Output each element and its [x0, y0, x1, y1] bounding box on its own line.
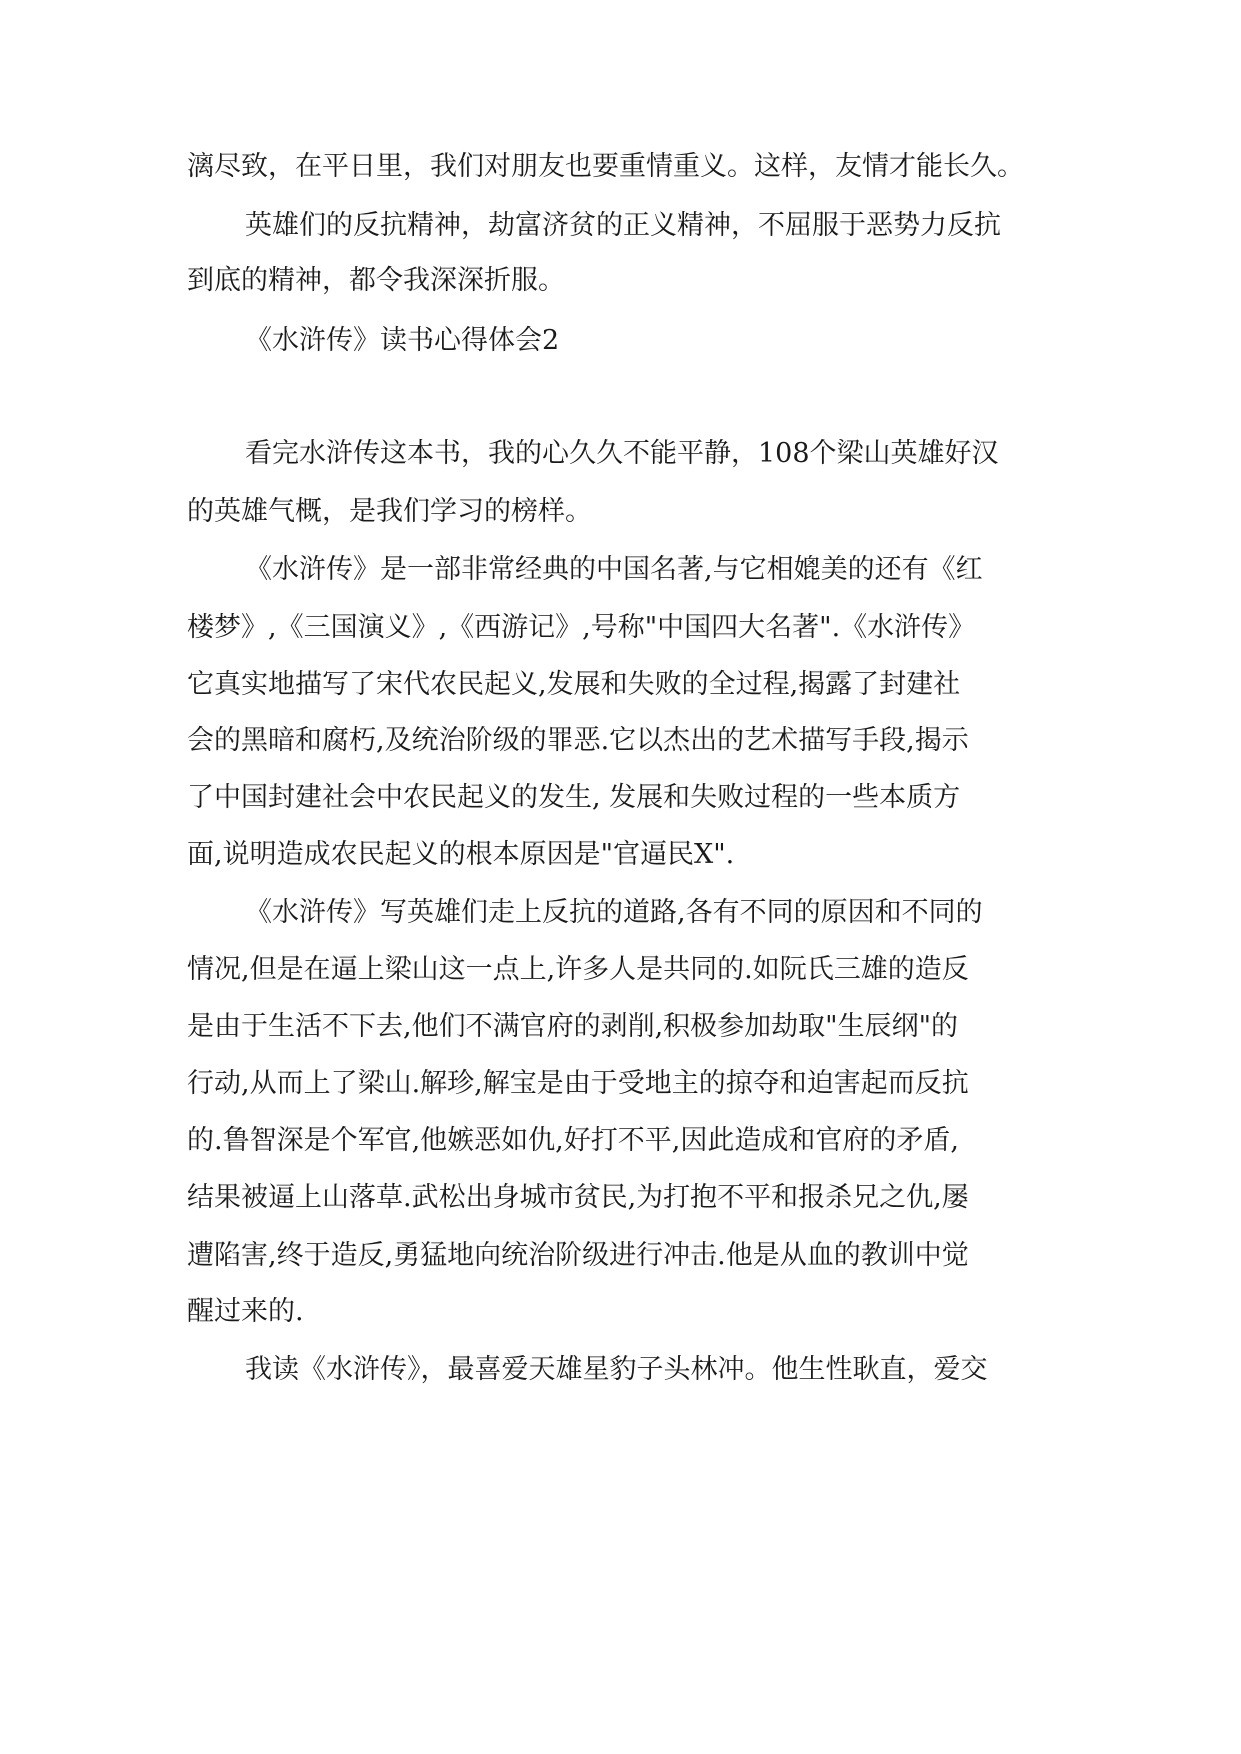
paragraph-first-line: 看完水浒传这本书，我的心久久不能平静，108个梁山英雄好汉 — [245, 438, 999, 469]
text-line: 的.鲁智深是个军官,他嫉恶如仇,好打不平,因此造成和官府的矛盾, — [187, 1125, 959, 1156]
paragraph-first-line: 我读《水浒传》，最喜爱天雄星豹子头林冲。他生性耿直，爱交 — [245, 1354, 988, 1385]
text-line: 面,说明造成农民起义的根本原因是"官逼民X". — [187, 839, 735, 870]
text-line: 到底的精神，都令我深深折服。 — [187, 265, 565, 296]
text-line: 的英雄气概，是我们学习的榜样。 — [187, 496, 592, 527]
text-line: 结果被逼上山落草.武松出身城市贫民,为打抱不平和报杀兄之仇,屡 — [187, 1182, 969, 1213]
section-heading: 《水浒传》读书心得体会2 — [245, 325, 560, 356]
text-line: 是由于生活不下去,他们不满官府的剥削,积极参加劫取"生辰纲"的 — [187, 1011, 959, 1042]
text-line: 楼梦》,《三国演义》,《西游记》,号称"中国四大名著".《水浒传》 — [187, 612, 976, 643]
text-line: 行动,从而上了梁山.解珍,解宝是由于受地主的掠夺和迫害起而反抗 — [187, 1068, 969, 1099]
text-line: 遭陷害,终于造反,勇猛地向统治阶级进行冲击.他是从血的教训中觉 — [187, 1240, 969, 1271]
text-line: 漓尽致，在平日里，我们对朋友也要重情重义。这样，友情才能长久。 — [187, 151, 1024, 182]
text-line: 情况,但是在逼上梁山这一点上,许多人是共同的.如阮氏三雄的造反 — [187, 954, 969, 985]
paragraph-first-line: 《水浒传》是一部非常经典的中国名著,与它相媲美的还有《红 — [245, 554, 983, 585]
text-line: 了中国封建社会中农民起义的发生, 发展和失败过程的一些本质方 — [187, 782, 961, 813]
paragraph-first-line: 英雄们的反抗精神，劫富济贫的正义精神，不屈服于恶势力反抗 — [245, 210, 1001, 241]
text-line: 醒过来的. — [187, 1296, 304, 1327]
paragraph-first-line: 《水浒传》写英雄们走上反抗的道路,各有不同的原因和不同的 — [245, 897, 983, 928]
text-line: 会的黑暗和腐朽,及统治阶级的罪恶.它以杰出的艺术描写手段,揭示 — [187, 725, 969, 756]
text-line: 它真实地描写了宋代农民起义,发展和失败的全过程,揭露了封建社 — [187, 669, 961, 700]
